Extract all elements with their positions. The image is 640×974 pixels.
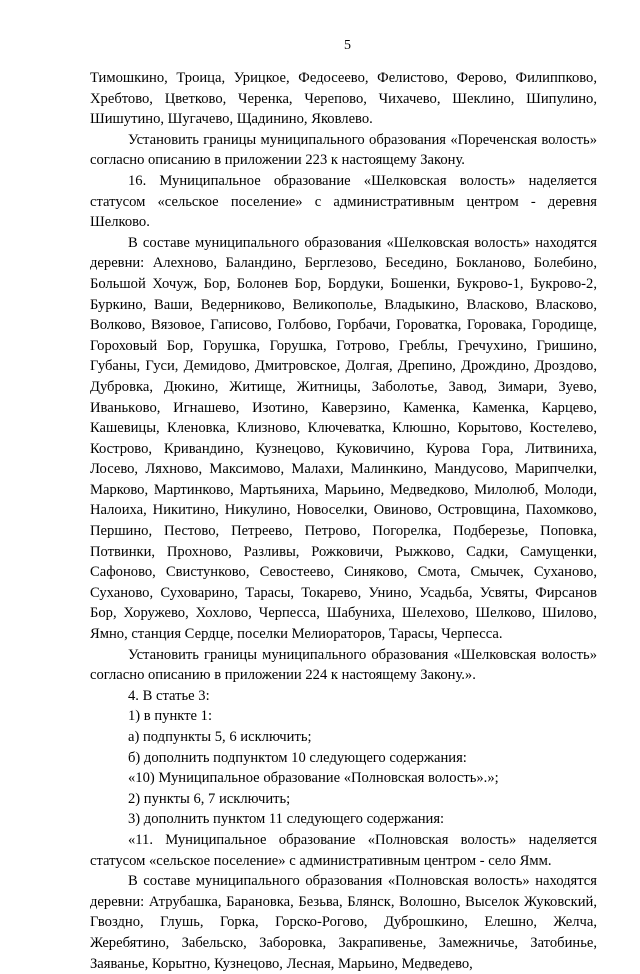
paragraph: 2) пункты 6, 7 исключить; (128, 790, 291, 807)
paragraph: Установить границы муниципального образования «Шелковская волость» согласно описанию в приложении 224 к настоящему Закону.». (90, 646, 597, 684)
paragraph: Тимошкино, Троица, Урицкое, Федосеево, Фелистово, Ферово, Филиппково, Хребтово, Цветково, Черенка, Черепово, Чихачево, Шеклино, Шипулино, Шишутино, Шугачево, Щадинино, Яковлево. (90, 70, 597, 128)
paragraph: «11. Муниципальное образование «Полновская волость» наделяется статусом «сельское поселение» с административным центром - село Ямм. (90, 831, 597, 869)
paragraph: В составе муниципального образования «Полновская волость» находятся деревни: Атрубашка, Барановка, Безьва, Блянск, Волошно, Выселок Жуковский, Гвоздно, Глушь, Горка, Горско-Рогово, Дуброшкино, Елешно, Желча, Жеребятино, Забельско, Заборовка, Закрапивенье, Замежничье, Затобинье, Заяванье, Корытно, Кузнецово, Лесная, Марьино, Медведево, (90, 873, 597, 972)
paragraph: 1) в пункте 1: (128, 708, 213, 725)
paragraph: 16. Муниципальное образование «Шелковская волость» наделяется статусом «сельское поселение» с административным центром - деревня Шелково. (90, 172, 597, 231)
page-number: 5 (344, 38, 351, 53)
paragraph: 4. В статье 3: (128, 687, 210, 704)
paragraph: Установить границы муниципального образования «Пореченская волость» согласно описанию в приложении 223 к настоящему Закону. (90, 131, 597, 169)
paragraph: В составе муниципального образования «Шелковская волость» находятся деревни: Алехново, Баландино, Берглезово, Беседино, Бокланово, Болебино, Большой Хочуж, Бор, Болонев Бор, Бордуки, Бошенки, Букрово-1, Букрово-2, Буркино, Ваши, Ведерниково, Великополье, Владыкино, Власково, Власково, Волково, Вязовое, Гаписово, Голбово, Горбачи, Горoватка, Горoвакa, Городище, Гороховый Бор, Горушка, Горушка, Готрово, Греблы, Гречухино, Гришино, Губаны, Гуси, Демидово, Дмитровское, Долгая, Дрепино, Дрождино, Дроздово, Дубровка, Дюкино, Житище, Житницы, Заболотье, Завод, Зимари, Зуево, Иванькoвo, Игнашево, Изотино, Каверзино, Каменка, Каменка, Карцево, Кашевицы, Кленовка, Клизново, Ключеватка, Клюшно, Корытово, Костелево, Кострово, Кривандино, Кузнецово, Куковичино, Курова Гора, Литвиниха, Лосево, Ляхново, Максимово, Малахи, Малинкино, Мандусово, Марипчелки, Марково, Мартинково, Мартьяниха, Марьино, Медведково, Милолюб, Молоди, Налоиха, Никитино, Никулино, Новоселки, Овиново, Островщина, Пахомково, Першино, Пестово, Петреево, Петрово, Погорелка, Подберезье, Поповка, Потвинки, Прохново, Разливы, Рожковичи, Рыжково, Садки, Самущенки, Сафоново, Свистунково, Севостеево, Синяково, Смота, Смычек, Суханово, Суханово, Суховарино, Тарасы, Токарево, Унино, Усадьба, Усвяты, Фирсанов Бор, Хоружево, Хохлово, Черпесса, Шабуниха, Шелехово, Шелково, Шилово, Ямно, станция Сердце, поселки Мелиораторов, Тарасы, Черпесса. (90, 234, 597, 643)
paragraph: б) дополнить подпунктом 10 следующего содержания: (128, 749, 467, 766)
paragraph: 3) дополнить пунктом 11 следующего содержания: (128, 811, 445, 828)
paragraph: «10) Муниципальное образование «Полновская волость».»; (128, 770, 499, 787)
document-body (90, 68, 597, 974)
paragraph: а) подпункты 5, 6 исключить; (128, 729, 312, 745)
